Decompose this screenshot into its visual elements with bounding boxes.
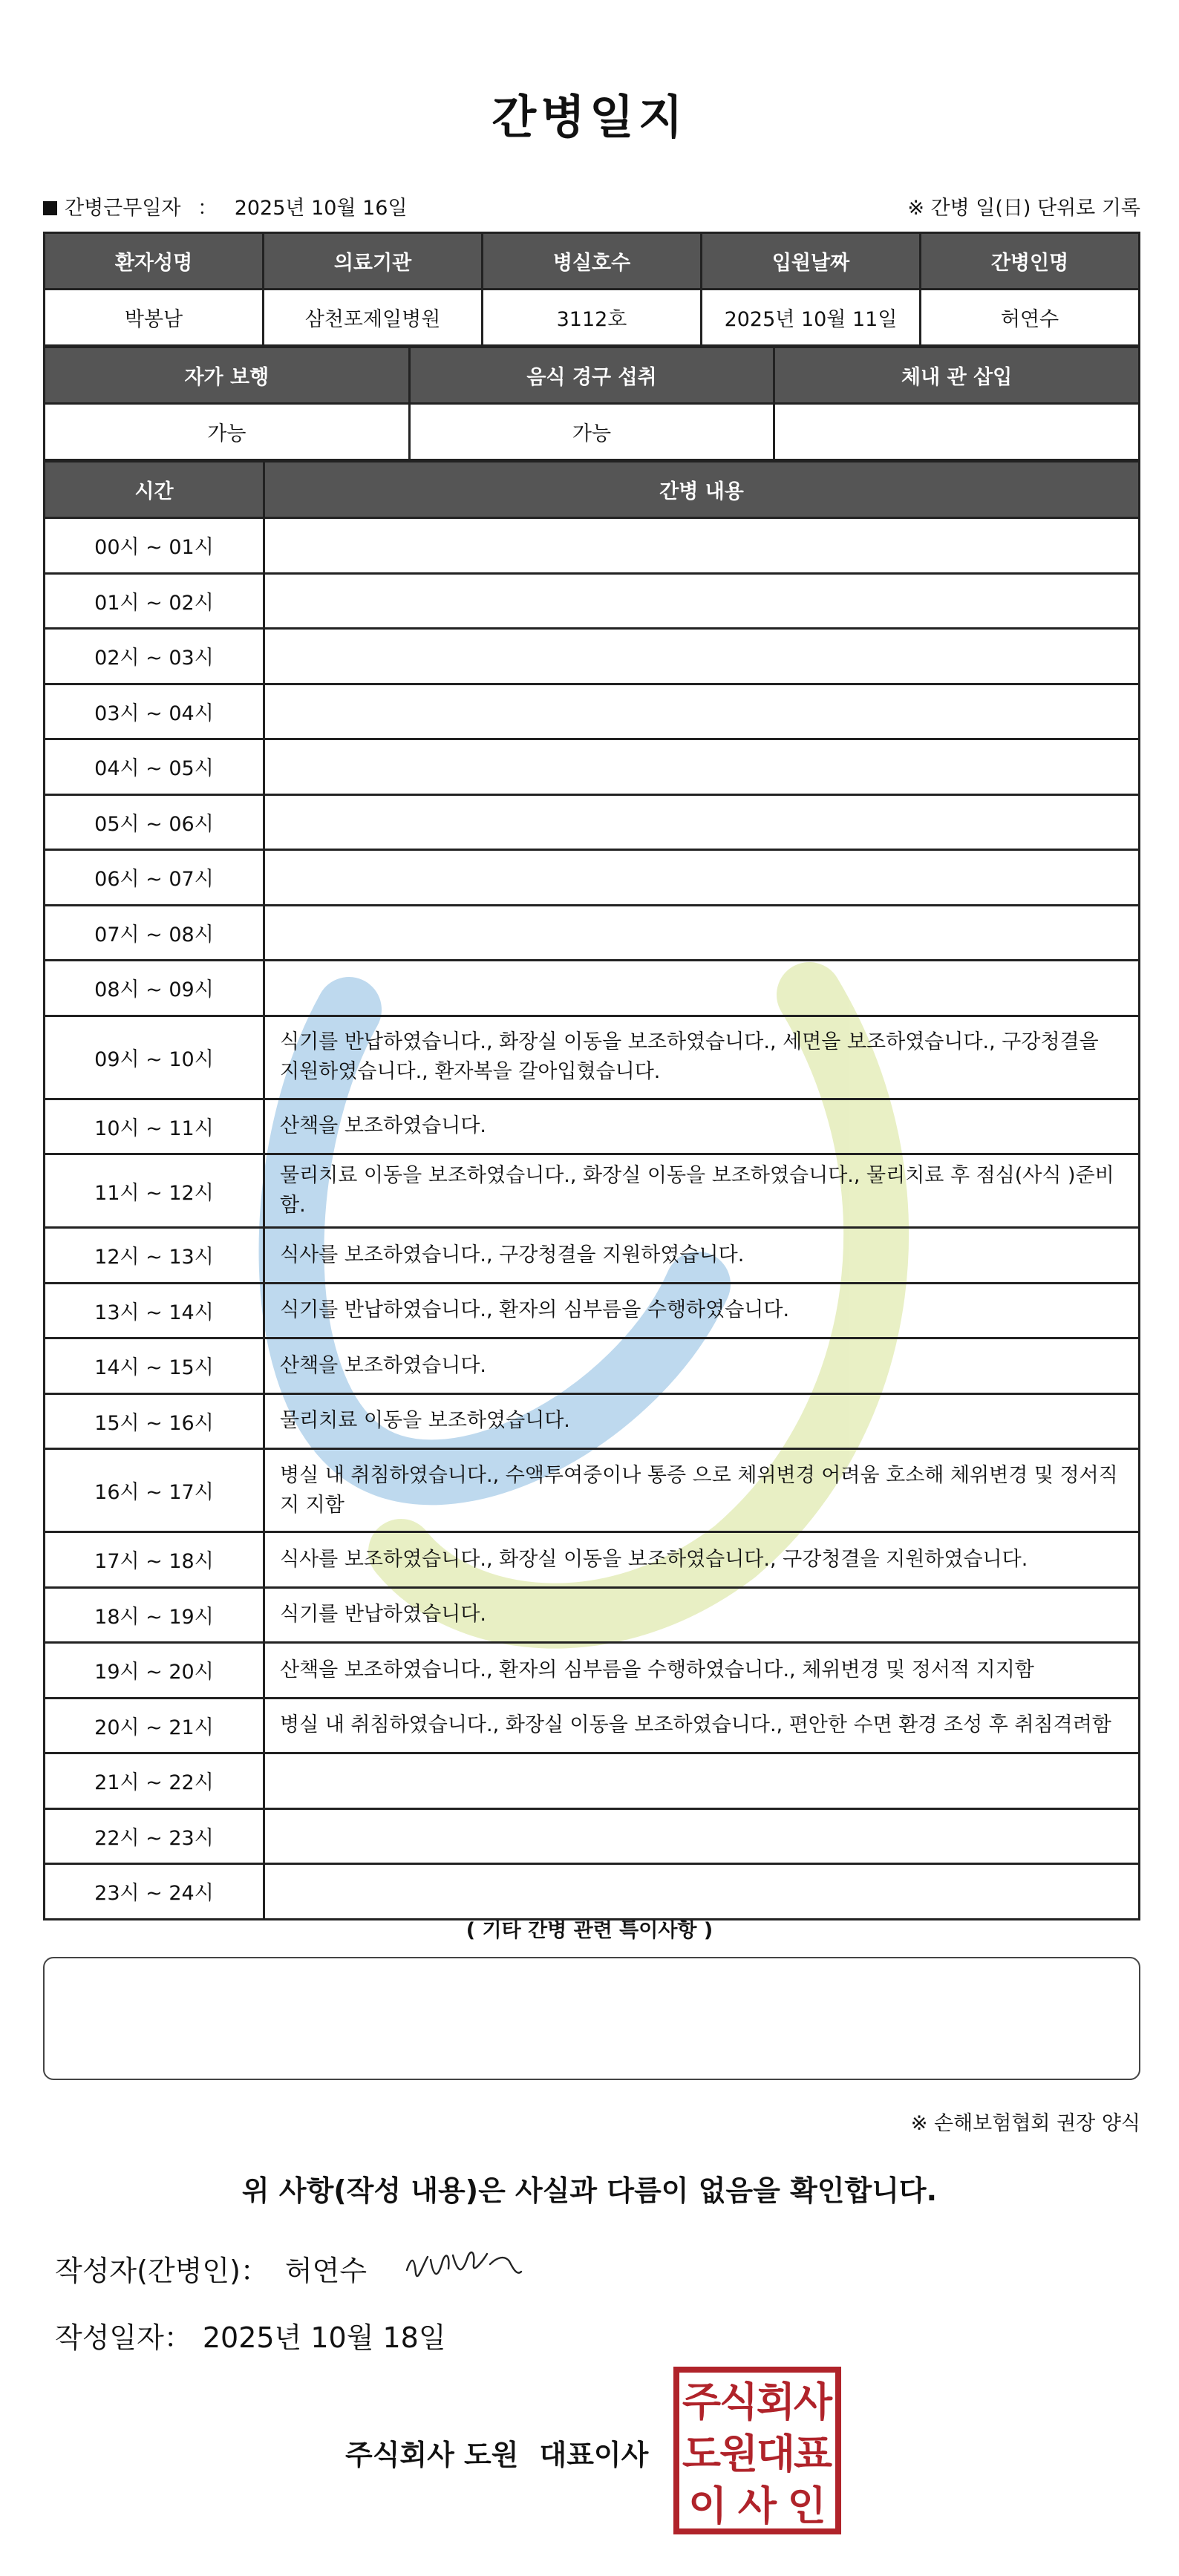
log-row: [45, 684, 1140, 739]
tube-status: [774, 404, 1140, 460]
seal-character: 식: [719, 2379, 759, 2425]
seal-character: 사: [737, 2482, 777, 2529]
log-content: [264, 961, 1140, 1016]
log-content: [264, 684, 1140, 739]
log-row: [45, 1393, 1140, 1449]
log-content: [264, 1753, 1140, 1809]
log-content: [264, 1864, 1140, 1920]
log-content: 식사를 보조하였습니다., 구강청결을 지원하였습니다.: [264, 1228, 1140, 1284]
walking-status: 가능: [45, 404, 410, 460]
header-walking: 자가 보행: [45, 347, 410, 404]
log-content: [264, 739, 1140, 795]
log-time: 03시 ~ 04시: [45, 684, 264, 739]
log-row: [45, 794, 1140, 850]
writer-name: 허연수: [284, 2255, 368, 2287]
seal-character: 회: [756, 2379, 796, 2425]
work-date-value: 2025년 10월 16일: [234, 197, 408, 220]
company-line: [345, 2432, 648, 2473]
seal-character: 대: [756, 2430, 796, 2477]
seal-character: 원: [719, 2430, 759, 2477]
log-time: 17시 ~ 18시: [45, 1532, 264, 1588]
log-row: [45, 1753, 1140, 1809]
oral-intake-status: 가능: [409, 404, 774, 460]
log-time: 11시 ~ 12시: [45, 1154, 264, 1228]
seal-character: 도: [682, 2430, 722, 2477]
written-date-value: 2025년 10월 18일: [202, 2321, 446, 2354]
status-header-row: [45, 347, 1140, 404]
log-content: 식기를 반납하였습니다.: [264, 1587, 1140, 1643]
care-log-table: [43, 460, 1140, 1920]
seal-character: 사: [793, 2379, 833, 2425]
log-row: [45, 1808, 1140, 1864]
log-time: 20시 ~ 21시: [45, 1698, 264, 1753]
caregiver-name: 허연수: [921, 290, 1140, 346]
log-content: [264, 518, 1140, 574]
log-time: 06시 ~ 07시: [45, 850, 264, 906]
seal-character: 인: [787, 2482, 826, 2529]
company-seal-icon: [673, 2367, 841, 2534]
room-number: 3112호: [483, 290, 702, 346]
log-row: [45, 961, 1140, 1016]
log-time: 10시 ~ 11시: [45, 1099, 264, 1154]
log-row: [45, 1587, 1140, 1643]
log-row: [45, 1154, 1140, 1228]
form-note: ※ 손해보험협회 권장 양식: [910, 2112, 1140, 2135]
log-row: [45, 1016, 1140, 1099]
header-time: 시간: [45, 462, 264, 518]
log-row: [45, 905, 1140, 961]
signature-icon: [401, 2235, 527, 2298]
log-content: [264, 573, 1140, 629]
writer-line: [55, 2248, 367, 2289]
log-time: 14시 ~ 15시: [45, 1338, 264, 1394]
header-room: 병실호수: [483, 233, 702, 290]
log-row: [45, 850, 1140, 906]
header-admission-date: 입원날짜: [702, 233, 921, 290]
log-content: 산책을 보조하였습니다., 환자의 심부름을 수행하였습니다., 체위변경 및 정서적 지지함: [264, 1643, 1140, 1699]
etc-heading: ( 기타 간병 관련 특이사항 ): [466, 1919, 713, 1942]
written-date-line: [55, 2315, 446, 2356]
log-time: 05시 ~ 06시: [45, 794, 264, 850]
log-row: [45, 1338, 1140, 1394]
black-square-icon: [43, 201, 57, 215]
log-time: 02시 ~ 03시: [45, 629, 264, 684]
log-row: [45, 573, 1140, 629]
header-care-content: 간병 내용: [264, 462, 1140, 518]
log-row: [45, 1228, 1140, 1284]
work-date-colon: ：: [197, 197, 218, 220]
etc-notes-box: [43, 1957, 1140, 2080]
patient-info-table: [43, 232, 1140, 347]
admission-date: 2025년 10월 11일: [702, 290, 921, 346]
patient-name: 박봉남: [45, 290, 264, 346]
confirmation-statement: 위 사항(작성 내용)은 사실과 다름이 없음을 확인합니다.: [241, 2174, 938, 2207]
log-time: 12시 ~ 13시: [45, 1228, 264, 1284]
log-time: 09시 ~ 10시: [45, 1016, 264, 1099]
company-name: 주식회사 도원: [345, 2439, 519, 2471]
log-content: [264, 629, 1140, 684]
work-date-line: [43, 192, 408, 220]
log-row: [45, 1698, 1140, 1753]
log-content: 산책을 보조하였습니다.: [264, 1338, 1140, 1394]
seal-character: 주: [682, 2379, 722, 2425]
log-content: 물리치료 이동을 보조하였습니다., 화장실 이동을 보조하였습니다., 물리치료 후 점심(사식 )준비함.: [264, 1154, 1140, 1228]
log-row: [45, 739, 1140, 795]
log-content: [264, 1808, 1140, 1864]
log-time: 22시 ~ 23시: [45, 1808, 264, 1864]
log-row: [45, 1099, 1140, 1154]
log-content: [264, 794, 1140, 850]
log-row: [45, 1449, 1140, 1532]
log-time: 13시 ~ 14시: [45, 1283, 264, 1338]
log-time: 18시 ~ 19시: [45, 1587, 264, 1643]
log-time: 23시 ~ 24시: [45, 1864, 264, 1920]
log-time: 07시 ~ 08시: [45, 905, 264, 961]
log-time: 01시 ~ 02시: [45, 573, 264, 629]
seal-character: 표: [793, 2430, 833, 2477]
log-time: 16시 ~ 17시: [45, 1449, 264, 1532]
log-content: 물리치료 이동을 보조하였습니다.: [264, 1393, 1140, 1449]
log-row: [45, 629, 1140, 684]
header-patient-name: 환자성명: [45, 233, 264, 290]
log-row: [45, 1643, 1140, 1699]
header-hospital: 의료기관: [264, 233, 483, 290]
log-time: 19시 ~ 20시: [45, 1643, 264, 1699]
log-row: [45, 1532, 1140, 1588]
log-content: 식기를 반납하였습니다., 환자의 심부름을 수행하였습니다.: [264, 1283, 1140, 1338]
log-content: 산책을 보조하였습니다.: [264, 1099, 1140, 1154]
unit-note: ※ 간병 일(日) 단위로 기록: [907, 197, 1140, 220]
header-tube: 체내 관 삽입: [774, 347, 1140, 404]
log-header-row: [45, 462, 1140, 518]
header-caregiver: 간병인명: [921, 233, 1140, 290]
hospital-name: 삼천포제일병원: [264, 290, 483, 346]
log-time: 21시 ~ 22시: [45, 1753, 264, 1809]
log-row: [45, 1864, 1140, 1920]
log-content: [264, 850, 1140, 906]
info-value-row: [45, 290, 1140, 346]
log-body: [45, 518, 1140, 1920]
ceo-label: 대표이사: [539, 2439, 649, 2471]
log-time: 15시 ~ 16시: [45, 1393, 264, 1449]
writer-label: 작성자(간병인)：: [55, 2255, 269, 2287]
log-time: 00시 ~ 01시: [45, 518, 264, 574]
log-row: [45, 1283, 1140, 1338]
log-content: 병실 내 취침하였습니다., 화장실 이동을 보조하였습니다., 편안한 수면 환경 조성 후 취침격려함: [264, 1698, 1140, 1753]
patient-status-table: [43, 346, 1140, 461]
work-date-label: 간병근무일자: [65, 197, 181, 220]
info-header-row: [45, 233, 1140, 290]
header-oral-intake: 음식 경구 섭취: [409, 347, 774, 404]
log-row: [45, 518, 1140, 574]
log-content: 병실 내 취침하였습니다., 수액투여중이나 통증 으로 체위변경 어려움 호소해 체위변경 및 정서직지 지함: [264, 1449, 1140, 1532]
status-value-row: [45, 404, 1140, 460]
log-time: 04시 ~ 05시: [45, 739, 264, 795]
document-title: 간병일지: [491, 90, 688, 144]
seal-character: 이: [688, 2482, 728, 2529]
log-content: 식기를 반납하였습니다., 화장실 이동을 보조하였습니다., 세면을 보조하였습니다., 구강청결을 지원하였습니다., 환자복을 갈아입혔습니다.: [264, 1016, 1140, 1099]
log-content: [264, 905, 1140, 961]
log-time: 08시 ~ 09시: [45, 961, 264, 1016]
written-date-label: 작성일자：: [55, 2321, 192, 2354]
log-content: 식사를 보조하였습니다., 화장실 이동을 보조하였습니다., 구강청결을 지원하였습니다.: [264, 1532, 1140, 1588]
